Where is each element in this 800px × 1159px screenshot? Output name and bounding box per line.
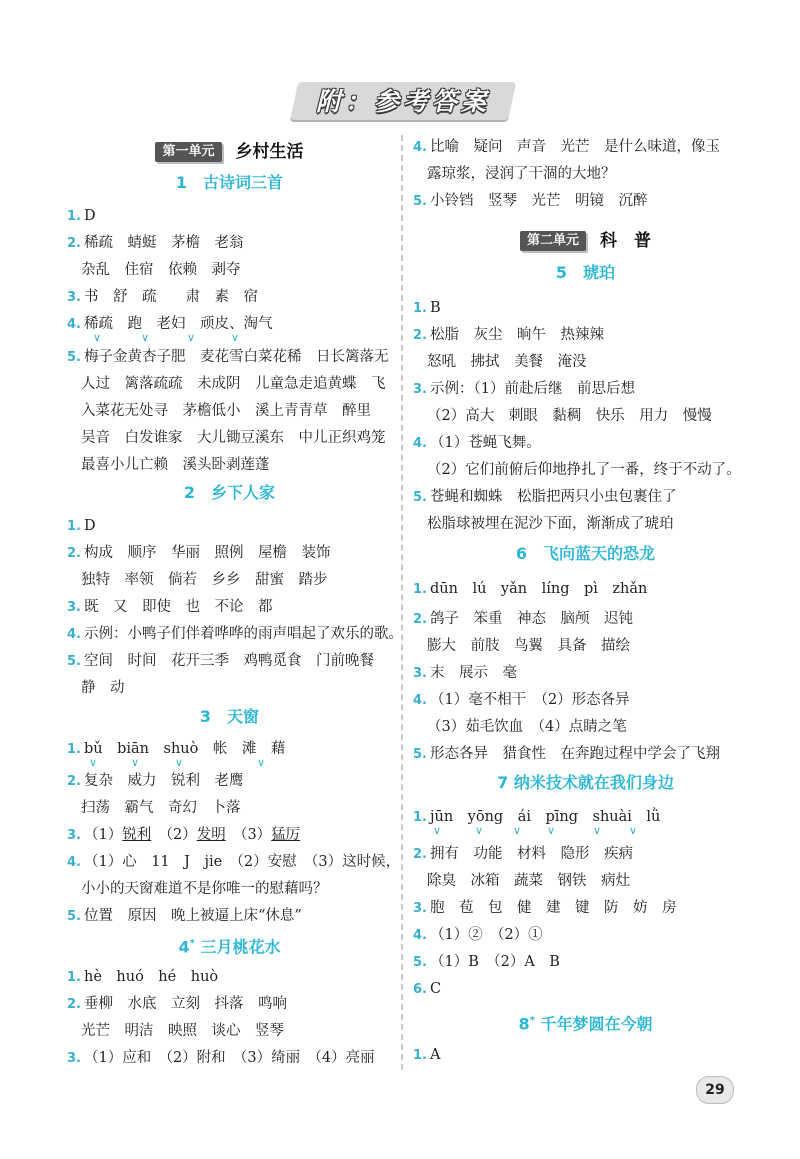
unit-name: 乡村生活 <box>235 141 304 162</box>
answer-line: 最喜小儿亡赖 溪头卧剥莲蓬 <box>81 457 270 473</box>
answer-line: 1. B <box>413 300 441 316</box>
answer-line: 1. D <box>67 208 96 224</box>
lesson-title-4: 4* 三月桃花水 <box>178 937 281 957</box>
unit-tag: 第二单元 <box>520 231 586 251</box>
answer-line: 1. hè huó hé huò <box>67 969 219 985</box>
check-mark-icon: ∨ <box>131 756 140 769</box>
answer-line: 5. （1）B （2）A B <box>413 954 560 970</box>
answer-line: 1. bǔ biān shuò 帐 滩 藉 <box>67 741 286 757</box>
answer-line: 2. 垂柳 水底 立刻 抖落 鸣响 <box>67 996 287 1012</box>
answer-line: （2）它们前俯后仰地挣扎了一番，终于不动了。 <box>427 462 741 478</box>
lesson-title-1: 1 古诗词三首 <box>175 173 284 192</box>
unit-1-header <box>67 138 392 164</box>
answer-line: 3. 既 又 即使 也 不论 都 <box>67 599 273 615</box>
answer-line: 4. 稀疏 跑 老妇 顽皮、淘气 <box>67 316 273 332</box>
answer-line: 除臭 冰箱 蔬菜 钢铁 病灶 <box>427 873 630 889</box>
lesson-title-3: 3 天窗 <box>199 707 260 726</box>
answer-line: 3. 末 展示 毫 <box>413 665 517 681</box>
answer-line: 小小的天窗难道不是你唯一的慰藉吗？ <box>81 881 328 897</box>
check-mark-icon: ∨ <box>475 824 484 837</box>
page-title: 附：参考答案 <box>315 87 490 116</box>
answer-line: 3. 胞 苞 包 健 建 键 防 妨 房 <box>413 900 677 916</box>
answer-line: 光芒 明洁 映照 谈心 竖琴 <box>81 1023 284 1039</box>
answer-line: 4. 比喻 疑问 声音 光芒 是什么味道，像玉 <box>413 139 720 155</box>
check-mark-icon: ∨ <box>513 824 522 837</box>
check-mark-icon: ∨ <box>187 331 196 344</box>
check-mark-icon: ∨ <box>175 756 184 769</box>
check-mark-icon: ∨ <box>89 756 98 769</box>
answer-line: 怒吼 拂拭 美餐 淹没 <box>427 354 587 370</box>
answer-line: 5. 空间 时间 花开三季 鸡鸭觅食 门前晚餐 <box>67 653 374 669</box>
answer-line: 1. dūn lú yǎn líng pì zhǎn <box>413 581 648 597</box>
answer-line: 1. jūn yōng ái pīng shuài lǜ <box>413 809 661 825</box>
answer-line: 扫荡 霸气 奇幻 卜落 <box>81 800 241 816</box>
answer-line: 2. 复杂 威力 锐利 老鹰 <box>67 773 244 789</box>
answer-line: 4. 示例：小鸭子们伴着哗哗的雨声唱起了欢乐的歌。 <box>67 626 403 642</box>
answer-line: 入菜花无处寻 茅檐低小 溪上青青草 醉里 <box>81 403 371 419</box>
lesson-title-2: 2 乡下人家 <box>183 483 276 502</box>
answer-line: 静 动 <box>81 680 125 696</box>
answer-line: 4. （1）心 11 J jie （2）安慰 （3）这时候， <box>67 854 401 870</box>
check-mark-icon: ∨ <box>141 331 150 344</box>
lesson-title-8: 8* 千年梦圆在今朝 <box>518 1014 653 1034</box>
answer-line: 吴音 白发谁家 大儿锄豆溪东 中儿正织鸡笼 <box>81 430 386 446</box>
answer-line: 2. 拥有 功能 材料 隐形 疾病 <box>413 846 633 862</box>
answer-line: 膨大 前肢 鸟翼 具备 描绘 <box>427 638 630 654</box>
check-mark-icon: ∨ <box>629 824 638 837</box>
answer-line: 4. （1）毫不相干 （2）形态各异 <box>413 692 630 708</box>
check-mark-icon: ∨ <box>593 824 602 837</box>
page-number: 29 <box>696 1076 734 1104</box>
answer-line: 露琼浆，浸润了干涸的大地？ <box>427 166 616 182</box>
unit-2-header <box>413 227 758 253</box>
lesson-title-7: 7 纳米技术就在我们身边 <box>497 773 674 792</box>
answer-line: 1. A <box>413 1047 441 1063</box>
answer-line: 2. 鸽子 笨重 神态 脑颅 迟钝 <box>413 611 633 627</box>
answer-line: 2. 松脂 灰尘 晌午 热辣辣 <box>413 327 604 343</box>
unit-name: 科 普 <box>600 230 651 251</box>
check-mark-icon: ∨ <box>93 331 102 344</box>
answer-line: 3. 书 舒 疏 肃 素 宿 <box>67 289 258 305</box>
answer-line: 2. 构成 顺序 华丽 照例 屋檐 装饰 <box>67 545 331 561</box>
answer-line: （3）茹毛饮血 （4）点睛之笔 <box>427 719 627 735</box>
unit-tag: 第一单元 <box>155 142 221 162</box>
check-mark-icon: ∨ <box>257 756 266 769</box>
answer-line: 3. （1）应和 （2）附和 （3）绮丽 （4）亮丽 <box>67 1050 375 1066</box>
answer-line: 3. 示例：（1）前赴后继 前思后想 <box>413 381 635 397</box>
answer-line: 3. （1）锐利 （2）发明 （3）猛厉 <box>67 827 301 843</box>
lesson-title-5: 5 琥珀 <box>555 263 616 282</box>
check-mark-icon: ∨ <box>231 331 240 344</box>
lesson-title-6: 6 飞向蓝天的恐龙 <box>515 544 656 563</box>
answer-line: 独特 率领 倘若 乡乡 甜蜜 踏步 <box>81 572 328 588</box>
check-mark-icon: ∨ <box>547 824 556 837</box>
answer-line: 4. （1）② （2）① <box>413 927 543 943</box>
answer-line: 5. 位置 原因 晚上被逼上床“休息” <box>67 908 302 924</box>
answer-line: 人过 篱落疏疏 未成阴 儿童急走追黄蝶 飞 <box>81 376 386 392</box>
answer-line: 6. C <box>413 981 442 997</box>
answer-line: （2）高大 刺眼 黏稠 快乐 用力 慢慢 <box>427 408 712 424</box>
answer-line: 5. 小铃铛 竖琴 光芒 明镜 沉醉 <box>413 193 648 209</box>
answer-line: 2. 稀疏 蜻蜓 茅檐 老翁 <box>67 235 244 251</box>
answer-line: 1. D <box>67 518 96 534</box>
answer-line: 5. 苍蝇和蜘蛛 松脂把两只小虫包裹住了 <box>413 489 677 505</box>
answer-line: 5. 梅子金黄杏子肥 麦花雪白菜花稀 日长篱落无 <box>67 349 389 365</box>
answer-line: 5. 形态各异 猎食性 在奔跑过程中学会了飞翔 <box>413 746 720 762</box>
answer-line: 杂乱 住宿 依赖 剥夺 <box>81 262 241 278</box>
answer-line: 松脂球被埋在泥沙下面，渐渐成了琥珀 <box>427 516 674 532</box>
answer-line: 4. （1）苍蝇飞舞。 <box>413 435 541 451</box>
column-divider <box>401 135 403 1070</box>
check-mark-icon: ∨ <box>433 824 442 837</box>
